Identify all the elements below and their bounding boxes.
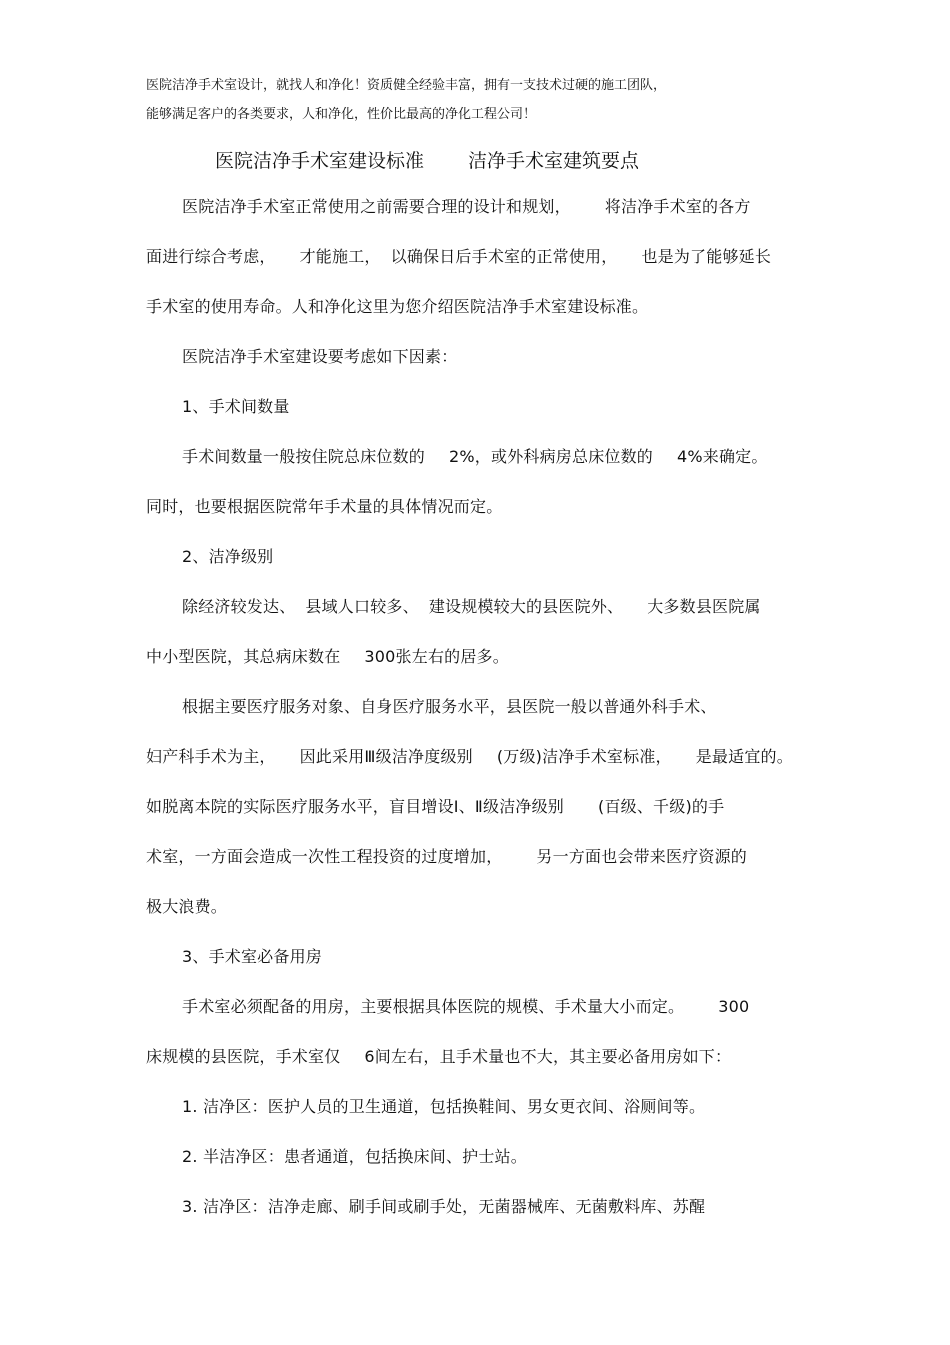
text-span: 300张左右的居多。 (364, 647, 509, 666)
section-heading-1: 1、手术间数量 (182, 397, 290, 416)
header-line-2: 能够满足客户的各类要求，人和净化，性价比最高的净化工程公司！ (146, 107, 537, 122)
text-span: 手术室必须配备的用房，主要根据具体医院的规模、手术量大小而定。 (182, 997, 685, 1016)
text-span: 除经济较发达、 (182, 597, 296, 616)
paragraph-line (146, 746, 793, 768)
paragraph-line (146, 246, 771, 268)
header-line-1: 医院洁净手术室设计，就找人和净化！资质健全经验丰富，拥有一支技术过硬的施工团队， (146, 78, 667, 93)
text-span: 如脱离本院的实际医疗服务水平，盲目增设Ⅰ、Ⅱ级洁净级别 (146, 797, 564, 816)
text-span: 手术间数量一般按住院总床位数的 (182, 447, 426, 466)
text-span: (百级、千级)的手 (598, 797, 725, 816)
text-span: 300 (718, 997, 750, 1016)
text-span: 6间左右，且手术量也不大，其主要必备用房如下： (364, 1047, 732, 1066)
paragraph-line: 手术室的使用寿命。人和净化这里为您介绍医院洁净手术室建设标准。 (146, 297, 649, 316)
paragraph-line: 同时，也要根据医院常年手术量的具体情况而定。 (146, 497, 503, 516)
list-item: 3. 洁净区：洁净走廊、刷手间或刷手处，无菌器械库、无菌敷料库、苏醒 (182, 1197, 706, 1216)
paragraph-line (146, 846, 747, 868)
text-span: 妇产科手术为主， (146, 747, 276, 766)
text-span: 也是为了能够延长 (641, 247, 772, 266)
text-span: 以确保日后手术室的正常使用， (390, 247, 618, 266)
text-span: 建设规模较大的县医院外、 (428, 597, 624, 616)
paragraph-line (146, 1046, 731, 1068)
title-part-2: 洁净手术室建筑要点 (468, 150, 640, 172)
paragraph-line: 医院洁净手术室建设要考虑如下因素： (182, 347, 458, 366)
section-heading-2: 2、洁净级别 (182, 547, 274, 566)
paragraph-line: 根据主要医疗服务对象、自身医疗服务水平，县医院一般以普通外科手术、 (182, 697, 717, 716)
text-span: 2%，或外科病房总床位数的 (449, 447, 653, 466)
paragraph-line (182, 996, 749, 1018)
text-span: 医院洁净手术室正常使用之前需要合理的设计和规划， (182, 197, 571, 216)
paragraph-line: 极大浪费。 (146, 897, 228, 916)
paragraph-line (146, 646, 509, 668)
text-span: 4%来确定。 (677, 447, 768, 466)
text-span: (万级)洁净手术室标准， (496, 747, 672, 766)
paragraph-line (182, 596, 761, 618)
paragraph-line (146, 796, 724, 818)
text-span: 将洁净手术室的各方 (604, 197, 751, 216)
list-item: 1. 洁净区：医护人员的卫生通道，包括换鞋间、男女更衣间、浴厕间等。 (182, 1097, 706, 1116)
text-span: 中小型医院，其总病床数在 (146, 647, 341, 666)
text-span: 因此采用Ⅲ级洁净度级别 (299, 747, 473, 766)
text-span: 大多数县医院属 (647, 597, 761, 616)
section-heading-3: 3、手术室必备用房 (182, 947, 322, 966)
text-span: 是最适宜的。 (695, 747, 793, 766)
text-span: 才能施工， (299, 247, 381, 266)
list-item: 2. 半洁净区：患者通道，包括换床间、护士站。 (182, 1147, 527, 1166)
text-span: 县域人口较多、 (305, 597, 419, 616)
text-span: 术室，一方面会造成一次性工程投资的过度增加， (146, 847, 503, 866)
text-span: 另一方面也会带来医疗资源的 (536, 847, 748, 866)
document-title (215, 147, 639, 175)
text-span: 床规模的县医院，手术室仅 (146, 1047, 341, 1066)
text-span: 面进行综合考虑， (146, 247, 276, 266)
title-part-1: 医院洁净手术室建设标准 (215, 150, 425, 172)
paragraph-line (182, 446, 768, 468)
paragraph-line (182, 196, 751, 218)
